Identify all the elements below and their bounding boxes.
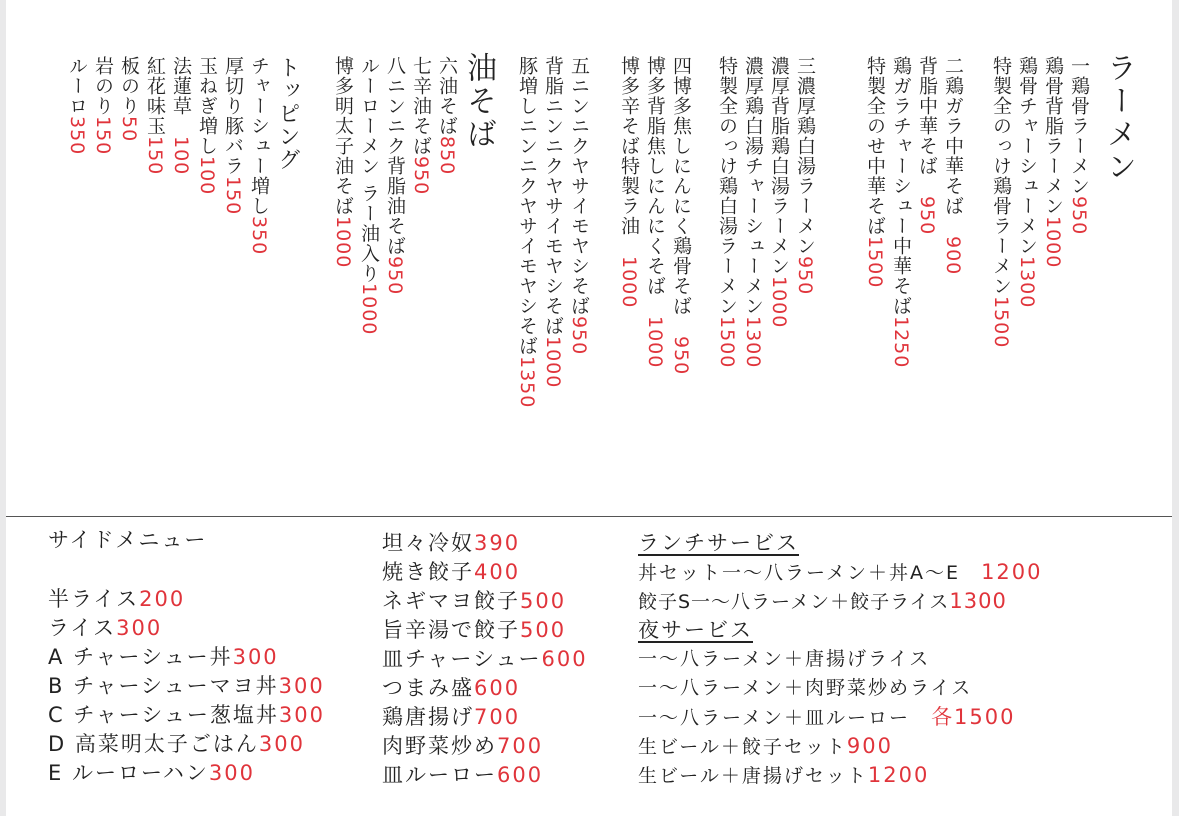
menu-item: 濃厚背脂鶏白湯ラーメン1000 — [768, 56, 790, 329]
menu-item: 一～八ラーメン＋皿ルーロー 各1500 — [638, 705, 1016, 729]
menu-item: 皿ルーロー600 — [382, 763, 544, 787]
menu-item: 五ニンニクヤサイモヤシそば950 — [568, 56, 590, 356]
menu-item: 生ビール＋唐揚げセット1200 — [638, 763, 930, 787]
menu-item: 丼セット一～八ラーメン＋丼A～E 1200 — [638, 560, 1043, 584]
abura-title: 油そば — [461, 52, 496, 151]
menu-item: 坦々冷奴390 — [382, 531, 521, 555]
topping-column — [64, 56, 302, 255]
menu-item: 八ニンニク背脂油そば950 — [384, 56, 406, 296]
menu-item: 生ビール＋餃子セット900 — [638, 734, 893, 758]
menu-item: 鶏唐揚げ700 — [382, 705, 521, 729]
menu-item: 皿チャーシュー600 — [382, 647, 588, 671]
menu-item: 法蓮草 100 — [170, 56, 192, 176]
menu-item: 一鶏骨ラーメン950 — [1068, 56, 1090, 236]
section-divider — [6, 516, 1172, 517]
ramen-title: ラーメン — [1101, 52, 1136, 184]
abura-title-column — [460, 52, 496, 151]
ramen-group-5 — [514, 56, 592, 408]
menu-item: 岩のり150 — [92, 56, 114, 156]
menu-item: 餃子S一～八ラーメン＋餃子ライス1300 — [638, 589, 1007, 613]
menu-item: ライス300 — [48, 616, 163, 640]
menu-item: 半ライス200 — [48, 587, 186, 611]
ramen-title-column — [1100, 52, 1136, 184]
menu-item: ネギマヨ餃子500 — [382, 589, 567, 613]
menu-item: つまみ盛600 — [382, 676, 521, 700]
ramen-group-2 — [862, 56, 966, 368]
lunch-title: ランチサービス — [638, 531, 799, 555]
menu-item: 鶏骨背脂ラーメン1000 — [1042, 56, 1064, 269]
menu-item: 背脂中華そば 950 — [916, 56, 938, 236]
abura-items — [330, 56, 460, 335]
menu-item: 旨辛湯で餃子500 — [382, 618, 567, 642]
menu-item: 板のり50 — [118, 56, 140, 143]
menu-item: 博多背脂焦しにんにくそば 1000 — [644, 56, 666, 369]
menu-item: 特製全のっけ鶏白湯ラーメン1500 — [716, 56, 738, 369]
menu-item: D 高菜明太子ごはん300 — [48, 732, 305, 756]
menu-item: 七辛油そば950 — [410, 56, 432, 196]
ramen-group-1 — [988, 56, 1092, 348]
ramen-group-4 — [616, 56, 694, 375]
ramen-group-3 — [714, 56, 818, 368]
menu-item: 特製全のっけ鶏骨ラーメン1500 — [990, 56, 1012, 349]
menu-item: 焼き餃子400 — [382, 560, 521, 584]
menu-item: 肉野菜炒め700 — [382, 734, 544, 758]
menu-item: ルーローメン ラー油入り1000 — [358, 56, 380, 336]
night-title: 夜サービス — [638, 618, 753, 642]
menu-item: 玉ねぎ増し100 — [196, 56, 218, 196]
menu-item: 厚切り豚バラ150 — [222, 56, 244, 216]
menu-item: チャーシュー増し350 — [248, 56, 270, 256]
topping-title: トッピング — [275, 56, 300, 171]
menu-item: E ルーローハン300 — [48, 761, 255, 785]
menu-item: 六油そば850 — [436, 56, 458, 176]
menu-item: A チャーシュー丼300 — [48, 645, 279, 669]
menu-item: 紅花味玉150 — [144, 56, 166, 176]
menu-item: 二鶏ガラ中華そば 900 — [942, 56, 964, 276]
menu-item: 四博多焦しにんにく鶏骨そば 950 — [670, 56, 692, 376]
menu-item: 特製全のせ中華そば1500 — [864, 56, 886, 289]
menu-item: 三濃厚鶏白湯ラーメン950 — [794, 56, 816, 296]
menu-item: 鶏ガラチャーシュー中華そば1250 — [890, 56, 912, 369]
menu-item: 博多明太子油そば1000 — [332, 56, 354, 269]
menu-item: 一～八ラーメン＋肉野菜炒めライス — [638, 677, 973, 699]
menu-item: 豚増しニンニクヤサイモヤシそば1350 — [516, 56, 538, 409]
menu-item: 濃厚鶏白湯チャーシューメン1300 — [742, 56, 764, 369]
menu-item: 一～八ラーメン＋唐揚げライス — [638, 648, 931, 670]
side-title: サイドメニュー — [48, 528, 208, 552]
menu-item: 博多辛そば特製ラ油 1000 — [618, 56, 640, 309]
menu-item: 背脂ニンニクヤサイモヤシそば1000 — [542, 56, 564, 389]
menu-item: B チャーシューマヨ丼300 — [48, 674, 325, 698]
menu-item: 鶏骨チャーシューメン1300 — [1016, 56, 1038, 309]
menu-sheet — [6, 0, 1172, 816]
menu-item: C チャーシュー葱塩丼300 — [48, 703, 325, 727]
menu-item: ルーロ350 — [66, 56, 88, 156]
